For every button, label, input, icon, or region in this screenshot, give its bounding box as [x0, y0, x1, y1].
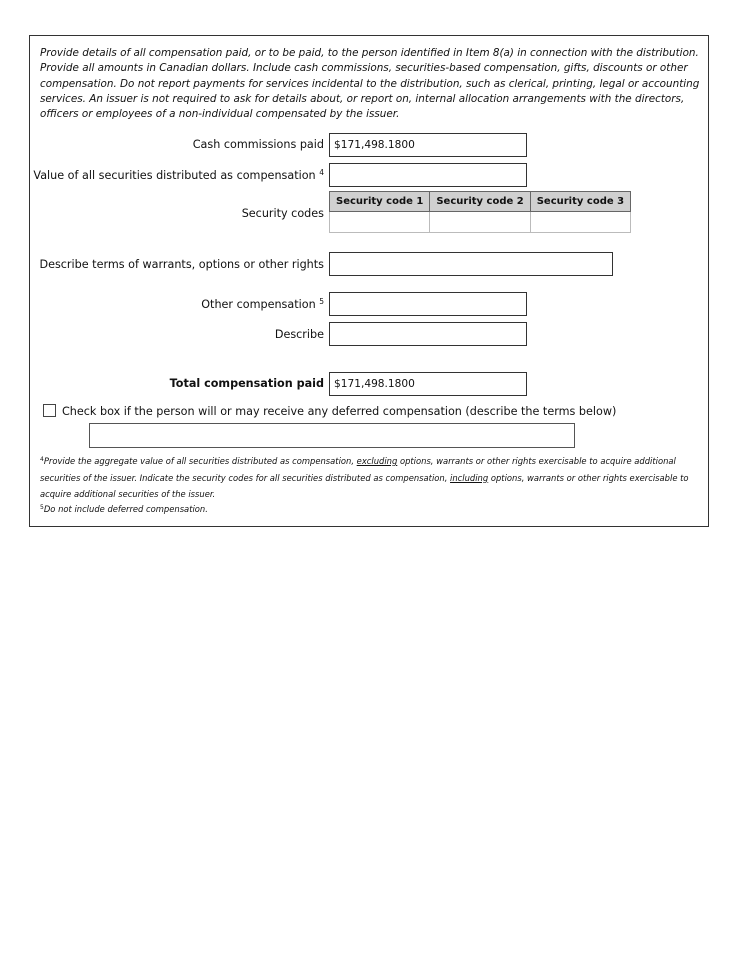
compensation-section	[29, 35, 709, 527]
other-compensation-label: Other compensation $^5$	[201, 297, 324, 311]
footnote-4: $^4$Provide the aggregate value of all securities distributed as compensation, excluding options, warrants or other rights exercisable to acquire additional securities of the issuer. Indicate the security codes for all securities distributed as compensation, including options, warrants or other rights exercisable to acquire additional securities of the issuer.	[40, 456, 689, 499]
security-code-2-header: Security code 2	[430, 192, 530, 212]
total-compensation-field[interactable]: $171,498.1800	[329, 372, 527, 396]
footnote-ref-4: 4	[319, 168, 324, 177]
deferred-compensation-row	[43, 404, 616, 418]
describe-label: Describe	[274, 328, 324, 341]
warrants-label: Describe terms of warrants, options or other rights	[39, 258, 324, 271]
footnote-5-mark: 5	[40, 504, 44, 511]
cash-commissions-field[interactable]: $171,498.1800	[329, 133, 527, 157]
footnote-ref-5: 5	[319, 297, 324, 306]
describe-field[interactable]	[329, 322, 527, 346]
security-code-3-header: Security code 3	[530, 192, 630, 212]
security-code-2-field[interactable]	[430, 212, 530, 233]
footnote-5: $^5$Do not include deferred compensation.	[40, 504, 208, 514]
total-compensation-label: Total compensation paid	[169, 377, 324, 390]
excluding-underlined: excluding	[356, 456, 398, 466]
including-underlined: including	[450, 472, 489, 483]
security-codes-table	[329, 191, 631, 233]
intro-instructions: Provide details of all compensation paid, or to be paid, to the person identified in Item 8(a) in connection with the distribution. Provide all amounts in Canadian dollars. Include cash commissions, securities-based compensation, gifts, discounts or other compensation. Do not report payments for services incidental to the distribution, such as clerical, printing, legal or accounting services. An issuer is not required to ask for details about, or report on, internal allocation arrangements with the directors, officers or employees of a non-individual compensated by the issuer.	[40, 47, 700, 121]
security-code-1-header: Security code 1	[330, 192, 430, 212]
other-compensation-field[interactable]	[329, 292, 527, 316]
cash-commissions-label: Cash commissions paid	[192, 138, 324, 151]
securities-value-label: Value of all securities distributed as compensation $^4$	[33, 168, 324, 182]
security-codes-label: Security codes	[241, 207, 324, 220]
deferred-compensation-field[interactable]	[89, 423, 575, 448]
security-code-3-field[interactable]	[530, 212, 630, 233]
warrants-field[interactable]	[329, 252, 613, 276]
security-code-1-field[interactable]	[330, 212, 430, 233]
securities-value-field[interactable]	[329, 163, 527, 187]
deferred-compensation-checkbox[interactable]	[43, 404, 56, 417]
deferred-compensation-label: Check box if the person will or may receive any deferred compensation (describe the terms below)	[62, 405, 617, 418]
footnote-4-mark: 4	[40, 456, 44, 463]
